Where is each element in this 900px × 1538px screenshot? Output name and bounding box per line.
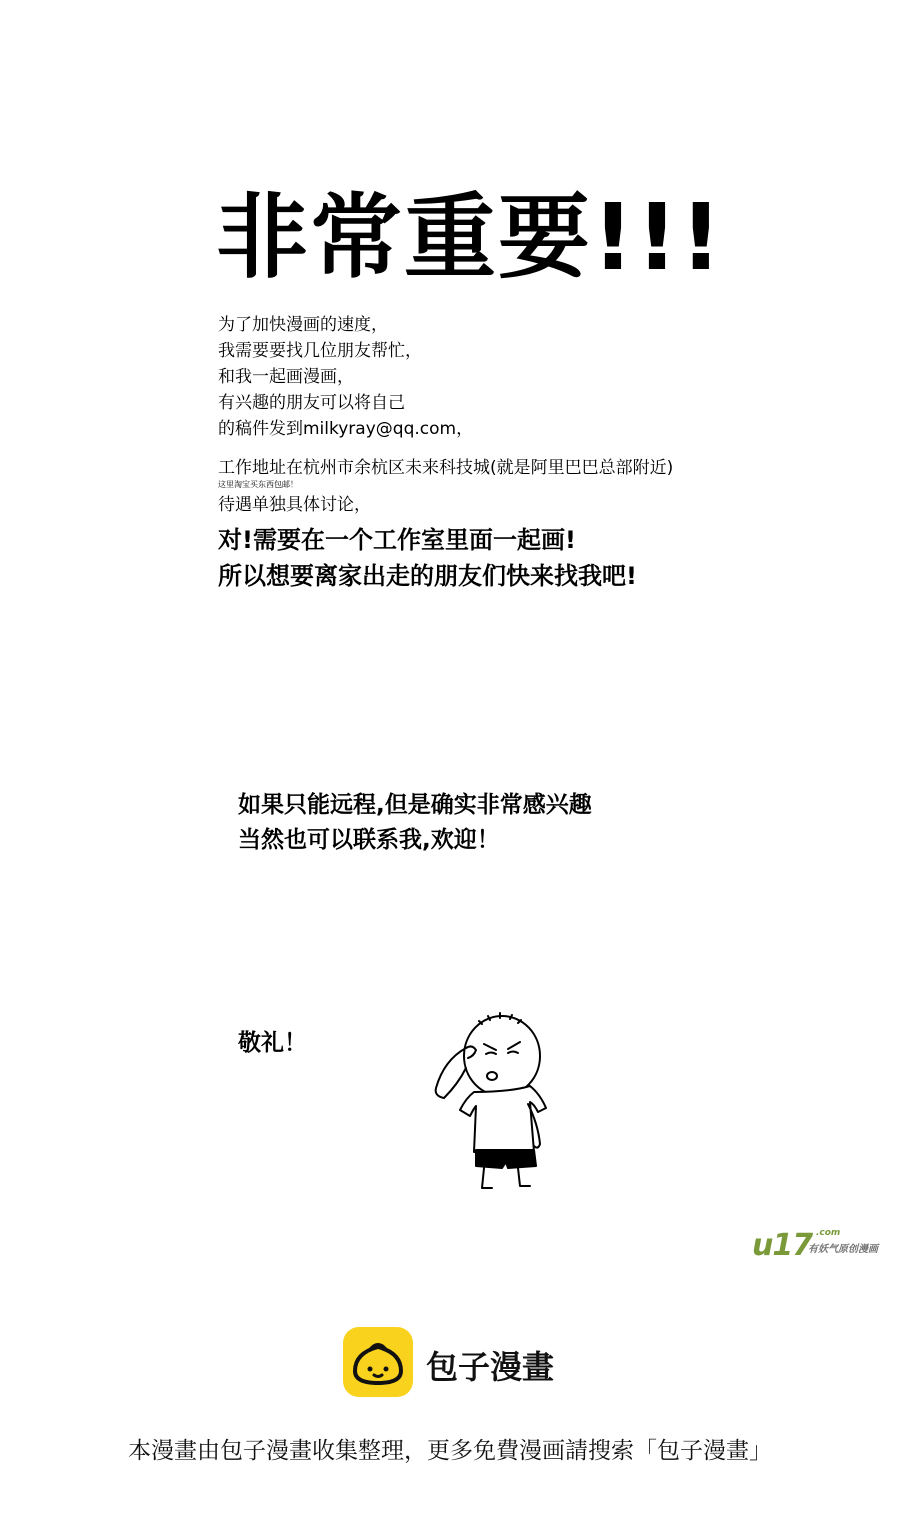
bun-icon	[343, 1327, 413, 1397]
brand-name: 包子漫畫	[426, 1348, 555, 1386]
address-note: 这里淘宝买东西包邮！	[218, 480, 298, 489]
footer-notice: 本漫畫由包子漫畫收集整理，更多免費漫画請搜索「包子漫畫」	[128, 1438, 772, 1464]
remote-line: 如果只能远程,但是确实非常感兴趣	[238, 792, 592, 818]
salute-text: 敬礼！	[238, 1030, 307, 1056]
watermark-logo-text: u17	[752, 1228, 813, 1263]
watermark-domain: .com	[816, 1228, 841, 1238]
intro-text	[218, 312, 473, 442]
emphasis-line: 对!需要在一个工作室里面一起画!	[218, 526, 576, 554]
intro-line: 和我一起画漫画，	[218, 367, 354, 387]
baozi-logo	[343, 1327, 413, 1397]
intro-line: 为了加快漫画的速度，	[218, 315, 388, 335]
intro-line: 的稿件发到milkyray@qq.com，	[218, 419, 474, 439]
saluting-character-illustration	[420, 1008, 570, 1193]
address-text: 工作地址在杭州市余杭区未来科技城(就是阿里巴巴总部附近)	[218, 458, 674, 478]
remote-line: 当然也可以联系我,欢迎！	[238, 827, 500, 853]
emphasis-line: 所以想要离家出走的朋友们快来找我吧!	[218, 562, 637, 590]
treatment-text: 待遇单独具体讨论，	[218, 495, 371, 515]
emphasis-text	[218, 522, 637, 594]
headline: 非常重要!!!	[216, 184, 724, 291]
remote-text	[238, 788, 592, 858]
intro-line: 我需要要找几位朋友帮忙，	[218, 341, 422, 361]
u17-watermark	[752, 1228, 892, 1263]
intro-line: 有兴趣的朋友可以将自己	[218, 393, 405, 413]
watermark-tagline: 有妖气原创漫画	[808, 1244, 878, 1255]
